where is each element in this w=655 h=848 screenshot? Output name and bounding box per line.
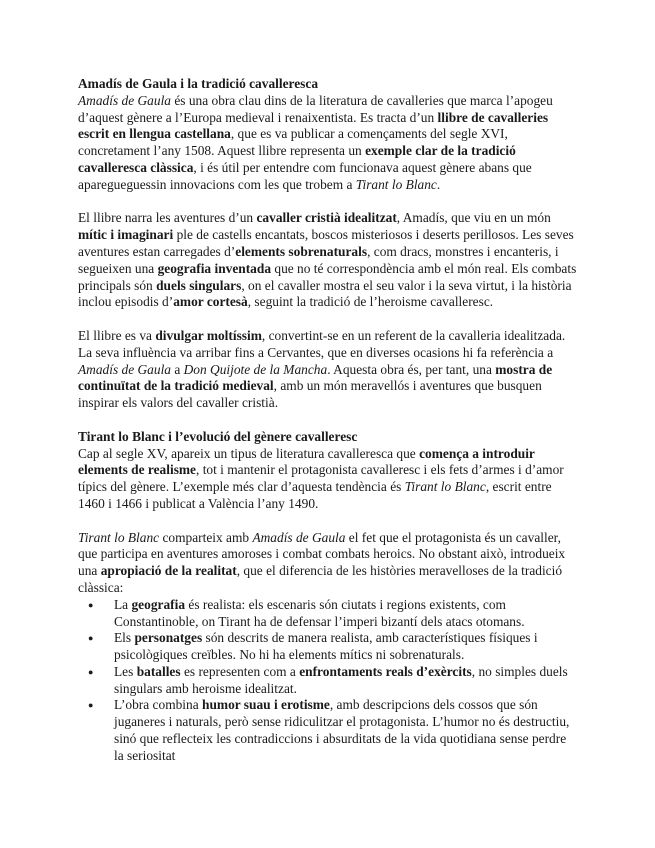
bold-text: amor cortesà [173, 294, 248, 310]
bold-text: mític i imaginari [78, 227, 174, 243]
italic-text: Amadís de Gaula [78, 361, 171, 377]
bold-text: elements sobrenaturals [235, 243, 368, 259]
list-item: ● La geografia és realista: els escenaris són ciutats i regions existents, com Constantinoble, on Tirant ha de defensar l’imperi bizantí dels atacs otomans. [114, 597, 578, 631]
italic-text: Amadís de Gaula [252, 529, 346, 545]
paragraph-amadis-adventures: El llibre narra les aventures d’un cavaller cristià idealitzat, Amadís, que viu en un món mític i imaginari ple de castells encantats, boscos misteriosos i deserts perillosos. Les seves aventures estan carregades d’elements sobrenaturals, com dracs, monstres i encanteris, i segueixen una geografia inventada que no té correspondència amb el món real. Els combats principals són duels singulars, on el cavaller mostra el seu valor i la seva virtut, i la història inclou episodis d’amor cortesà, seguint la tradició de l’heroisme cavalleresc. [78, 210, 577, 310]
bold-text: batalles [136, 663, 181, 679]
bold-text: comença a introduir elements de realisme [78, 445, 535, 478]
paragraph-tirant-intro: Cap al segle XV, apareix un tipus de literatura cavalleresca que comença a introduir elements de realisme, tot i mantenir el protagonista cavalleresc i els fets d’armes i d’amor típics del gènere. L’exemple més clar d’aquesta tendència és Tirant lo Blanc, escrit entre 1460 i 1466 i publicat a València l’any 1490. [78, 445, 564, 511]
bold-text: geografia inventada [157, 260, 272, 276]
list-item: ● Els personatges són descrits de manera realista, amb característiques físiques i psicològiques creïbles. No hi ha elements mítics ni sobrenaturals. [114, 630, 578, 664]
bold-text: apropiació de la realitat [100, 563, 237, 579]
section-heading-amadis: Amadís de Gaula i la tradició cavalleresca [78, 76, 319, 91]
bold-text: geografia [131, 596, 186, 612]
bold-text: divulgar moltíssim [155, 327, 262, 343]
italic-text: Tirant lo Blanc [78, 529, 160, 545]
bold-text: exemple clar de la tradició cavalleresca clàssica [78, 143, 516, 175]
realism-bullet-list [78, 597, 578, 765]
italic-text: Amadís de Gaula [78, 92, 171, 108]
bold-text: cavaller cristià idealitzat [256, 210, 397, 226]
paragraph-tirant-realism: Tirant lo Blanc comparteix amb Amadís de Gaula el fet que el protagonista és un cavaller, que participa en aventures amoroses i combat combats heroics. No obstant això, introdueix una apropiació de la realitat, que el diferencia de les històries meravelloses de la tradició clàssica: [78, 529, 566, 595]
list-item: ● L’obra combina humor suau i erotisme, amb descripcions dels cossos que són juganeres i naturals, però sense ridiculitzar el protagonista. L’humor no és destructiu, sinó que reflecteix les contradiccions i absurditats de la vida quotidiana sense perdre la seriositat [114, 697, 578, 764]
paragraph-amadis-intro: Amadís de Gaula és una obra clau dins de la literatura de cavalleries que marca l’apogeu d’aquest gènere a l’Europa medieval i renaixentista. Es tracta d’un llibre de cavalleries escrit en llengua castellana, que es va publicar a començaments del segle XVI, concretament l’any 1508. Aquest llibre representa un exemple clar de la tradició cavalleresca clàssica, i és útil per entendre com funcionava aquest gènere abans que aparegueguessin innovacions com les que trobem a Tirant lo Blanc. [78, 92, 553, 192]
bold-text: duels singulars [156, 277, 242, 293]
section-heading-tirant: Tirant lo Blanc i l’evolució del gènere cavalleresc [78, 428, 358, 444]
list-item: ● Les batalles es representen com a enfrontaments reals d’exèrcits, no simples duels singulars amb heroisme idealitzat. [114, 664, 578, 698]
document-body [78, 76, 578, 765]
bold-text: personatges [134, 630, 203, 646]
bold-text: humor suau i erotisme [202, 697, 330, 713]
italic-text: Don Quijote de la Mancha [183, 361, 328, 377]
paragraph-amadis-influence: El llibre es va divulgar moltíssim, convertint-se en un referent de la cavalleria idealitzada. La seva influència va arribar fins a Cervantes, que en diverses ocasions hi fa referència a Amadís de Gaula a Don Quijote de la Mancha. Aquesta obra és, per tant, una mostra de continuïtat de la tradició medieval, amb un món meravellós i aventures que busquen inspirar els valors del cavaller cristià. [78, 327, 566, 411]
italic-text: Tirant lo Blanc [355, 176, 437, 192]
italic-text: Tirant lo Blanc [404, 479, 486, 495]
bold-text: enfrontaments reals d’exèrcits [299, 663, 472, 679]
bold-text: mostra de continuïtat de la tradició medieval [78, 361, 553, 394]
bold-text: llibre de cavalleries escrit en llengua castellana [78, 109, 549, 142]
